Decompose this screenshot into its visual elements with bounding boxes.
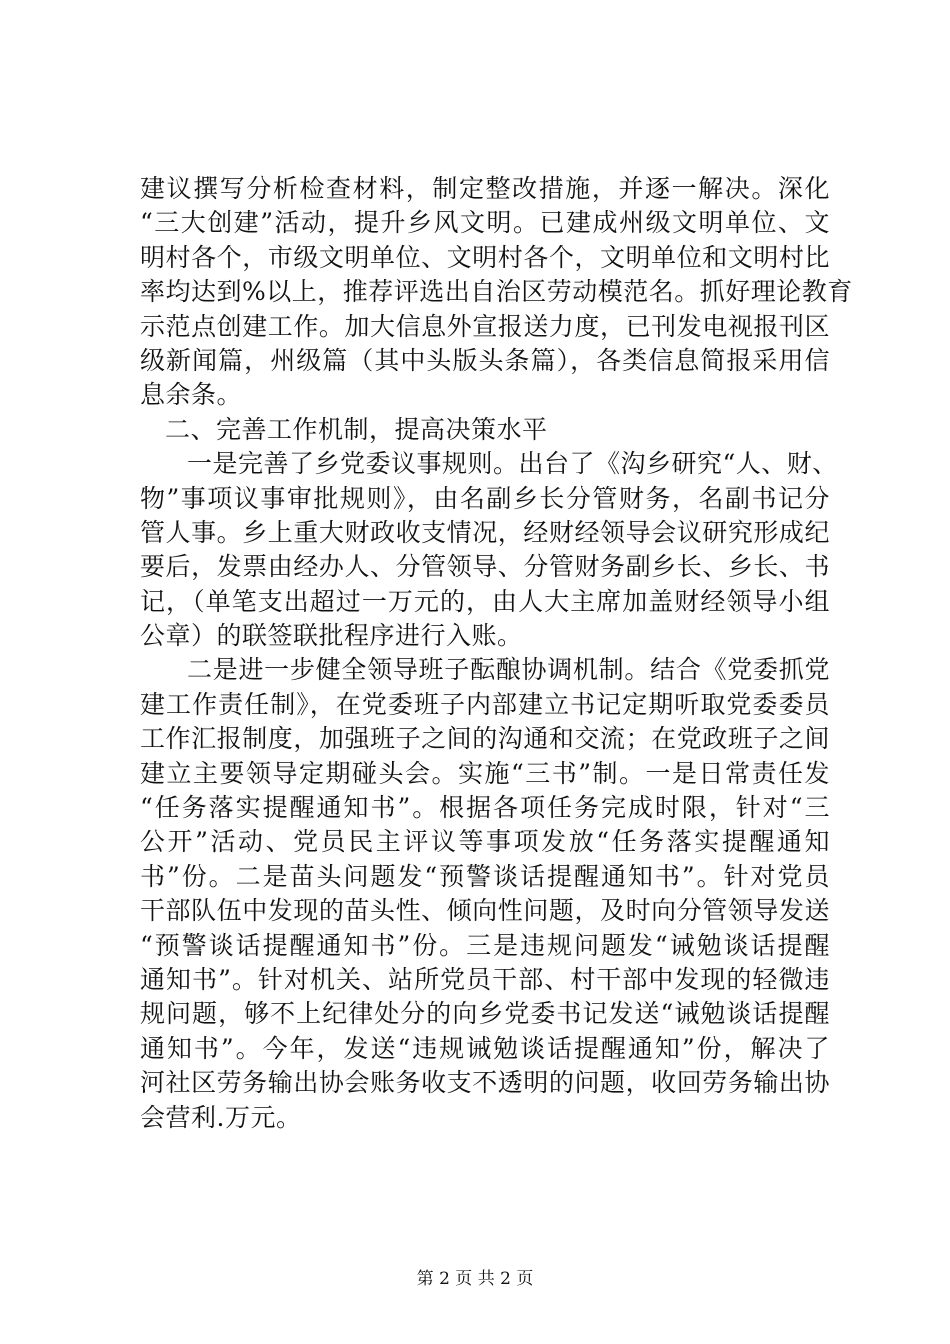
text-line: 工作汇报制度，加强班子之间的沟通和交流；在党政班子之间 bbox=[140, 724, 830, 754]
text-line: 记，（单笔支出超过一万元的，由人大主席加盖财经领导小组 bbox=[140, 586, 830, 616]
text-line: 公开”活动、党员民主评议等事项发放“任务落实提醒通知 bbox=[140, 827, 830, 857]
text-line: 建立主要领导定期碰头会。实施“三书”制。一是日常责任发 bbox=[140, 758, 830, 788]
text-line: 建议撰写分析检查材料，制定整改措施，并逐一解决。深化 bbox=[140, 174, 830, 203]
text-line: 物”事项议事审批规则》，由名副乡长分管财务，名副书记分 bbox=[140, 483, 830, 513]
text-line: 干部队伍中发现的苗头性、倾向性问题，及时向分管领导发送 bbox=[140, 896, 830, 926]
text-line: 会营利.万元。 bbox=[140, 1102, 302, 1132]
text-line: 书”份。二是苗头问题发“预警谈话提醒通知书”。针对党员 bbox=[140, 861, 830, 891]
text-line: 一是完善了乡党委议事规则。出台了《沟乡研究“人、财、 bbox=[187, 449, 838, 479]
text-line: 规问题，够不上纪律处分的向乡党委书记发送“诫勉谈话提醒 bbox=[140, 999, 830, 1029]
body-text bbox=[140, 172, 853, 1135]
text-line: 建工作责任制》，在党委班子内部建立书记定期听取党委委员 bbox=[140, 689, 830, 719]
text-line: “三大创建”活动，提升乡风文明。已建成州级文明单位、文 bbox=[140, 208, 830, 238]
text-line: 通知书”。针对机关、站所党员干部、村干部中发现的轻微违 bbox=[140, 964, 830, 994]
text-line: 通知书”。今年，发送“违规诫勉谈话提醒通知”份，解决了 bbox=[140, 1033, 830, 1063]
text-line: 管人事。乡上重大财政收支情况，经财经领导会议研究形成纪 bbox=[140, 517, 830, 547]
text-line: 率均达到%以上，推荐评选出自治区劳动模范名。抓好理论教育 bbox=[140, 277, 853, 307]
text-line: 要后，发票由经办人、分管领导、分管财务副乡长、乡长、书 bbox=[140, 552, 830, 582]
text-line: 二、完善工作机制，提高决策水平 bbox=[165, 414, 548, 444]
text-line: 河社区劳务输出协会账务收支不透明的问题，收回劳务输出协 bbox=[140, 1068, 830, 1098]
page-footer: 第 2 页 共 2 页 bbox=[416, 1269, 534, 1289]
text-line: “任务落实提醒通知书”。根据各项任务完成时限，针对“三 bbox=[140, 793, 830, 823]
text-line: 公章）的联签联批程序进行入账。 bbox=[140, 621, 523, 651]
text-line: 明村各个，市级文明单位、文明村各个，文明单位和文明村比 bbox=[140, 242, 830, 272]
text-line: 级新闻篇，州级篇（其中头版头条篇），各类信息简报采用信 bbox=[140, 345, 830, 375]
text-line: 示范点创建工作。加大信息外宣报送力度，已刊发电视报刊区 bbox=[140, 311, 830, 341]
text-line: 二是进一步健全领导班子酝酿协调机制。结合《党委抓党 bbox=[187, 655, 830, 685]
text-line: “预警谈话提醒通知书”份。三是违规问题发“诫勉谈话提醒 bbox=[140, 930, 830, 960]
text-line: 息余条。 bbox=[140, 380, 243, 410]
